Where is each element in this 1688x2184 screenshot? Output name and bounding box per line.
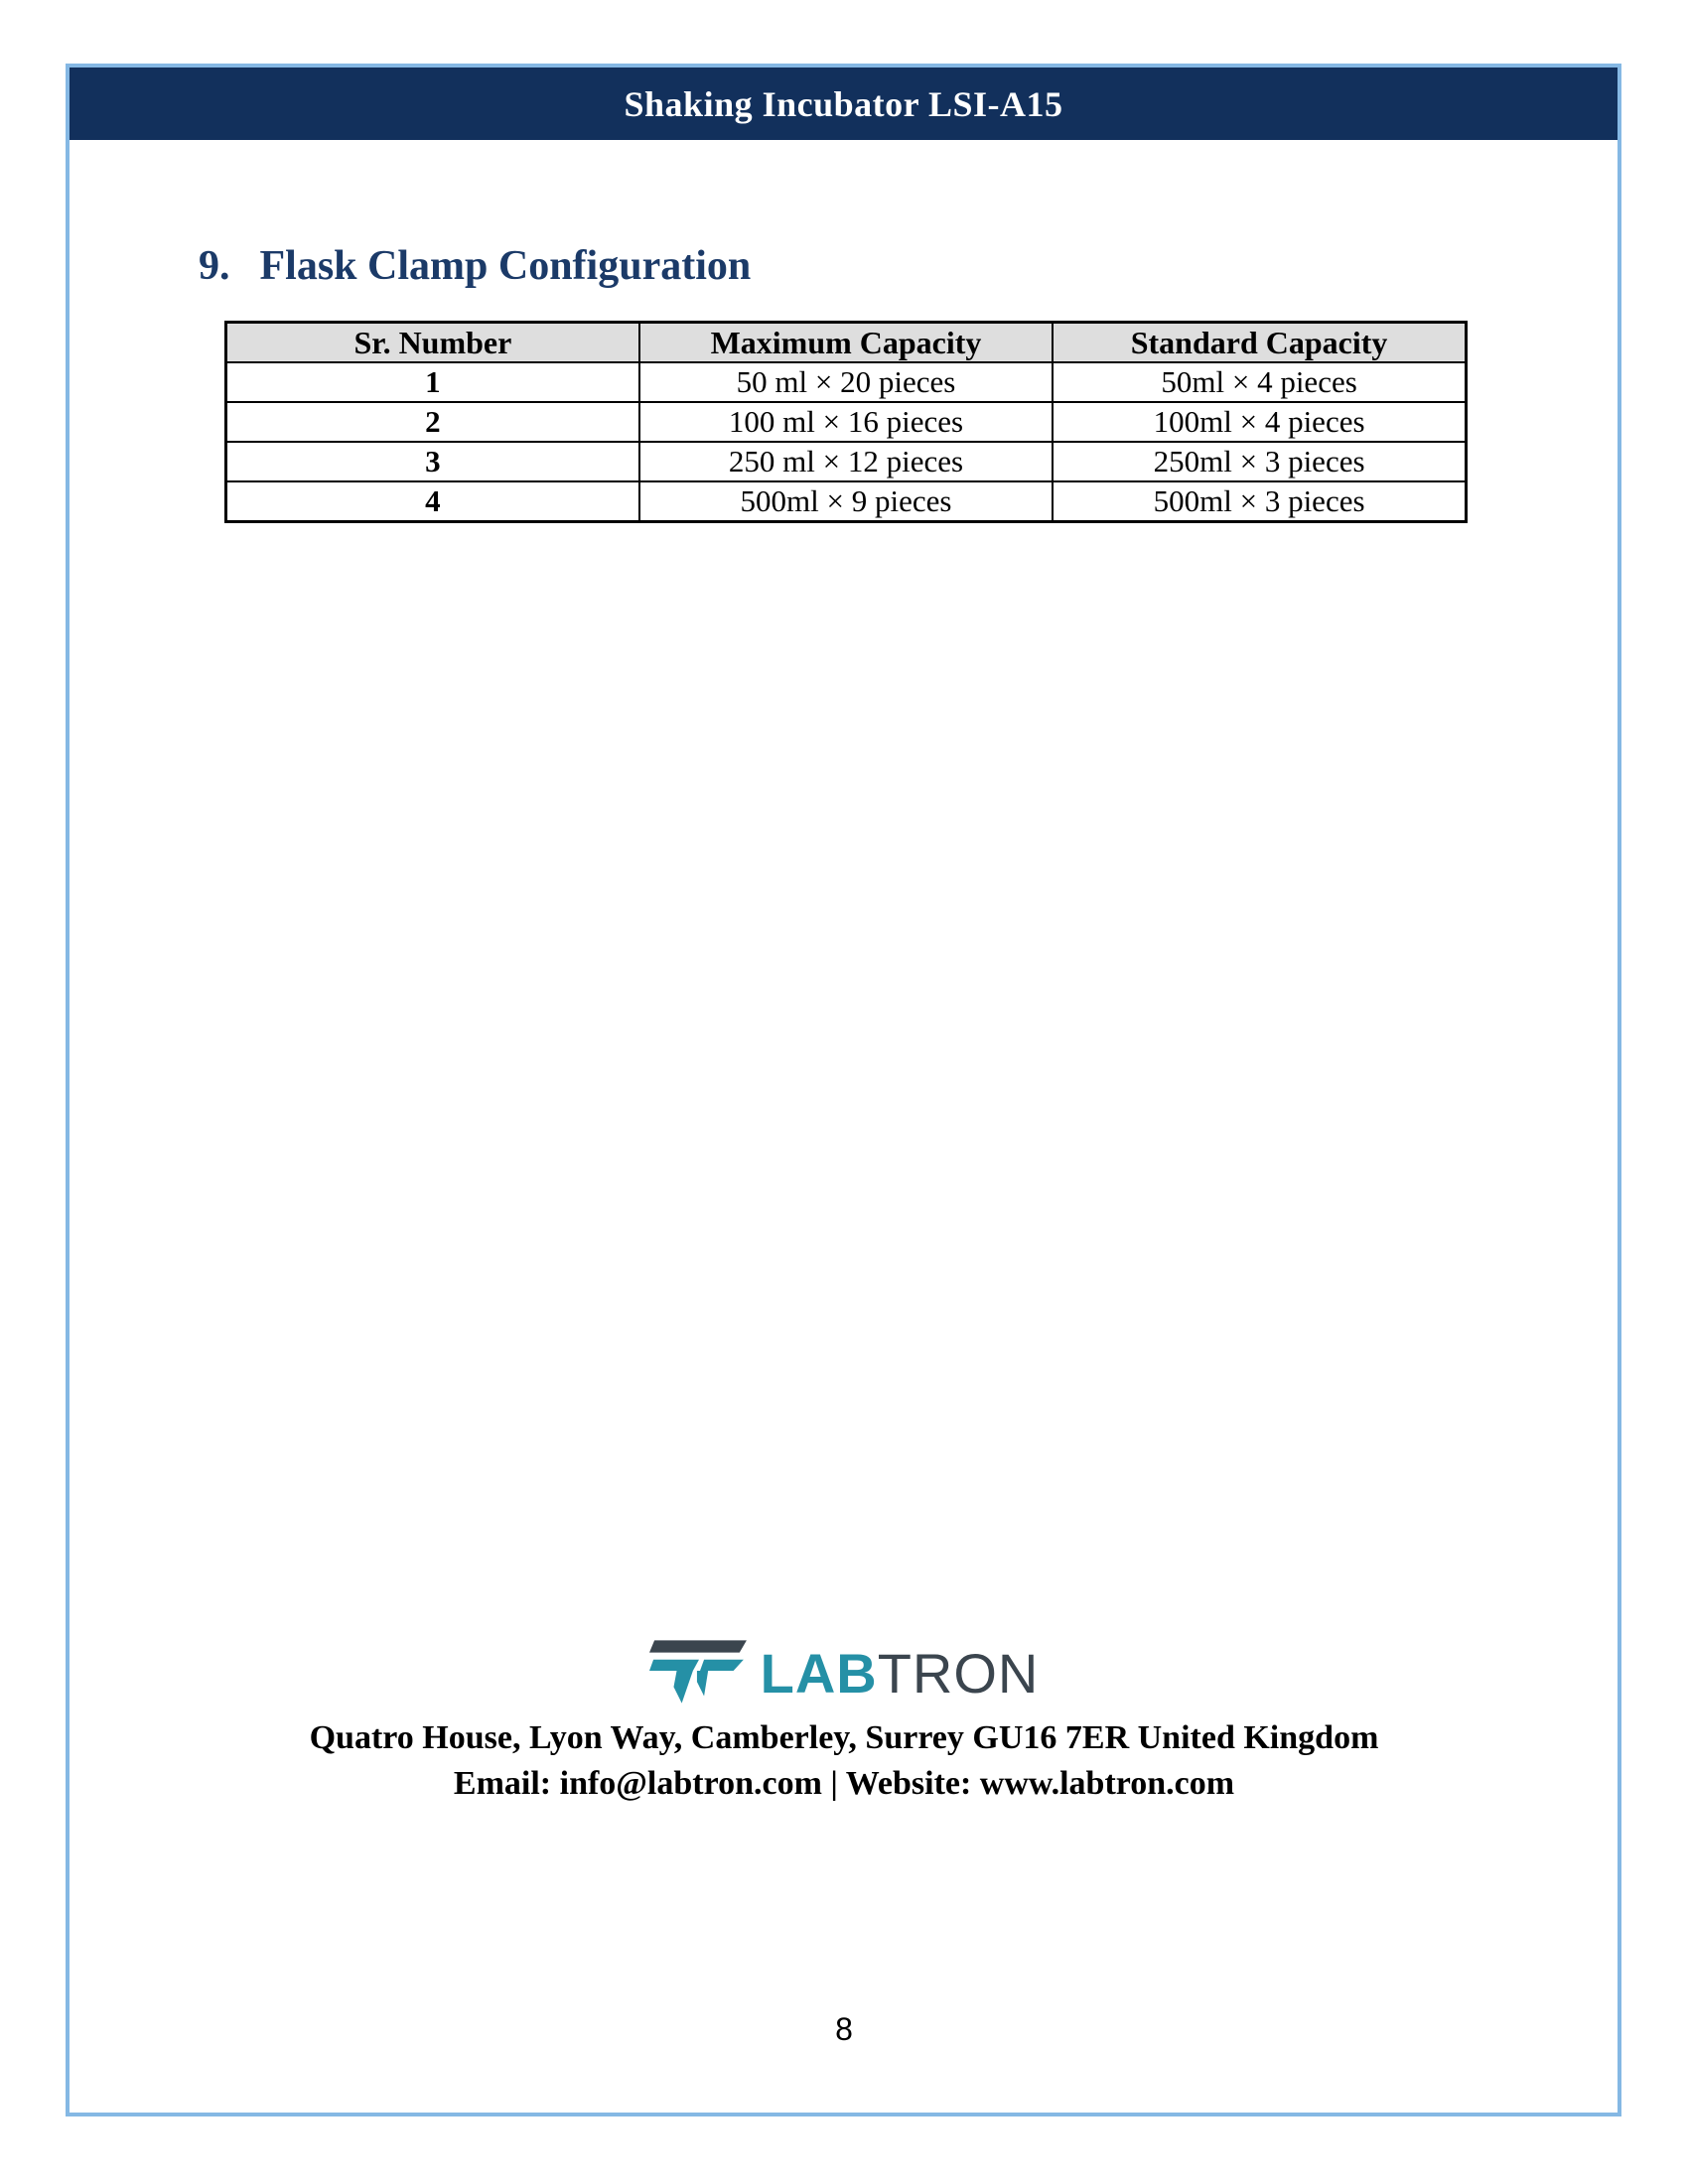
document-header-bar <box>70 68 1618 140</box>
cell-maximum-capacity: 500ml × 9 pieces <box>639 481 1053 522</box>
cell-sr-number: 4 <box>226 481 639 522</box>
table-row <box>226 362 1467 402</box>
labtron-wordmark <box>760 1642 1040 1705</box>
section-title: Flask Clamp Configuration <box>259 243 752 289</box>
cell-standard-capacity: 250ml × 3 pieces <box>1053 442 1466 481</box>
labtron-logo <box>649 1638 1040 1709</box>
cell-maximum-capacity: 100 ml × 16 pieces <box>639 402 1053 442</box>
cell-sr-number: 2 <box>226 402 639 442</box>
cell-maximum-capacity: 250 ml × 12 pieces <box>639 442 1053 481</box>
footer-block <box>0 1638 1688 1807</box>
cell-standard-capacity: 100ml × 4 pieces <box>1053 402 1466 442</box>
column-header-maximum-capacity: Maximum Capacity <box>639 323 1053 363</box>
column-header-standard-capacity: Standard Capacity <box>1053 323 1466 363</box>
wordmark-tron: TRON <box>877 1642 1040 1705</box>
flask-clamp-configuration-table <box>224 321 1468 523</box>
page-number: 8 <box>835 2011 853 2047</box>
document-title: Shaking Incubator LSI-A15 <box>624 83 1063 124</box>
table-row <box>226 442 1467 481</box>
cell-sr-number: 1 <box>226 362 639 402</box>
company-address: Quatro House, Lyon Way, Camberley, Surrey GU16 7ER United Kingdom <box>309 1719 1379 1756</box>
wordmark-lab: LAB <box>760 1642 878 1705</box>
table-row <box>226 481 1467 522</box>
section-heading <box>199 242 751 290</box>
column-header-sr-number: Sr. Number <box>226 323 639 363</box>
section-number: 9. <box>199 243 230 289</box>
cell-standard-capacity: 500ml × 3 pieces <box>1053 481 1466 522</box>
cell-standard-capacity: 50ml × 4 pieces <box>1053 362 1466 402</box>
cell-sr-number: 3 <box>226 442 639 481</box>
table-row <box>226 402 1467 442</box>
cell-maximum-capacity: 50 ml × 20 pieces <box>639 362 1053 402</box>
labtron-logo-icon <box>649 1640 751 1707</box>
company-contact: Email: info@labtron.com | Website: www.labtron.com <box>453 1765 1235 1802</box>
table-header-row <box>226 323 1467 363</box>
